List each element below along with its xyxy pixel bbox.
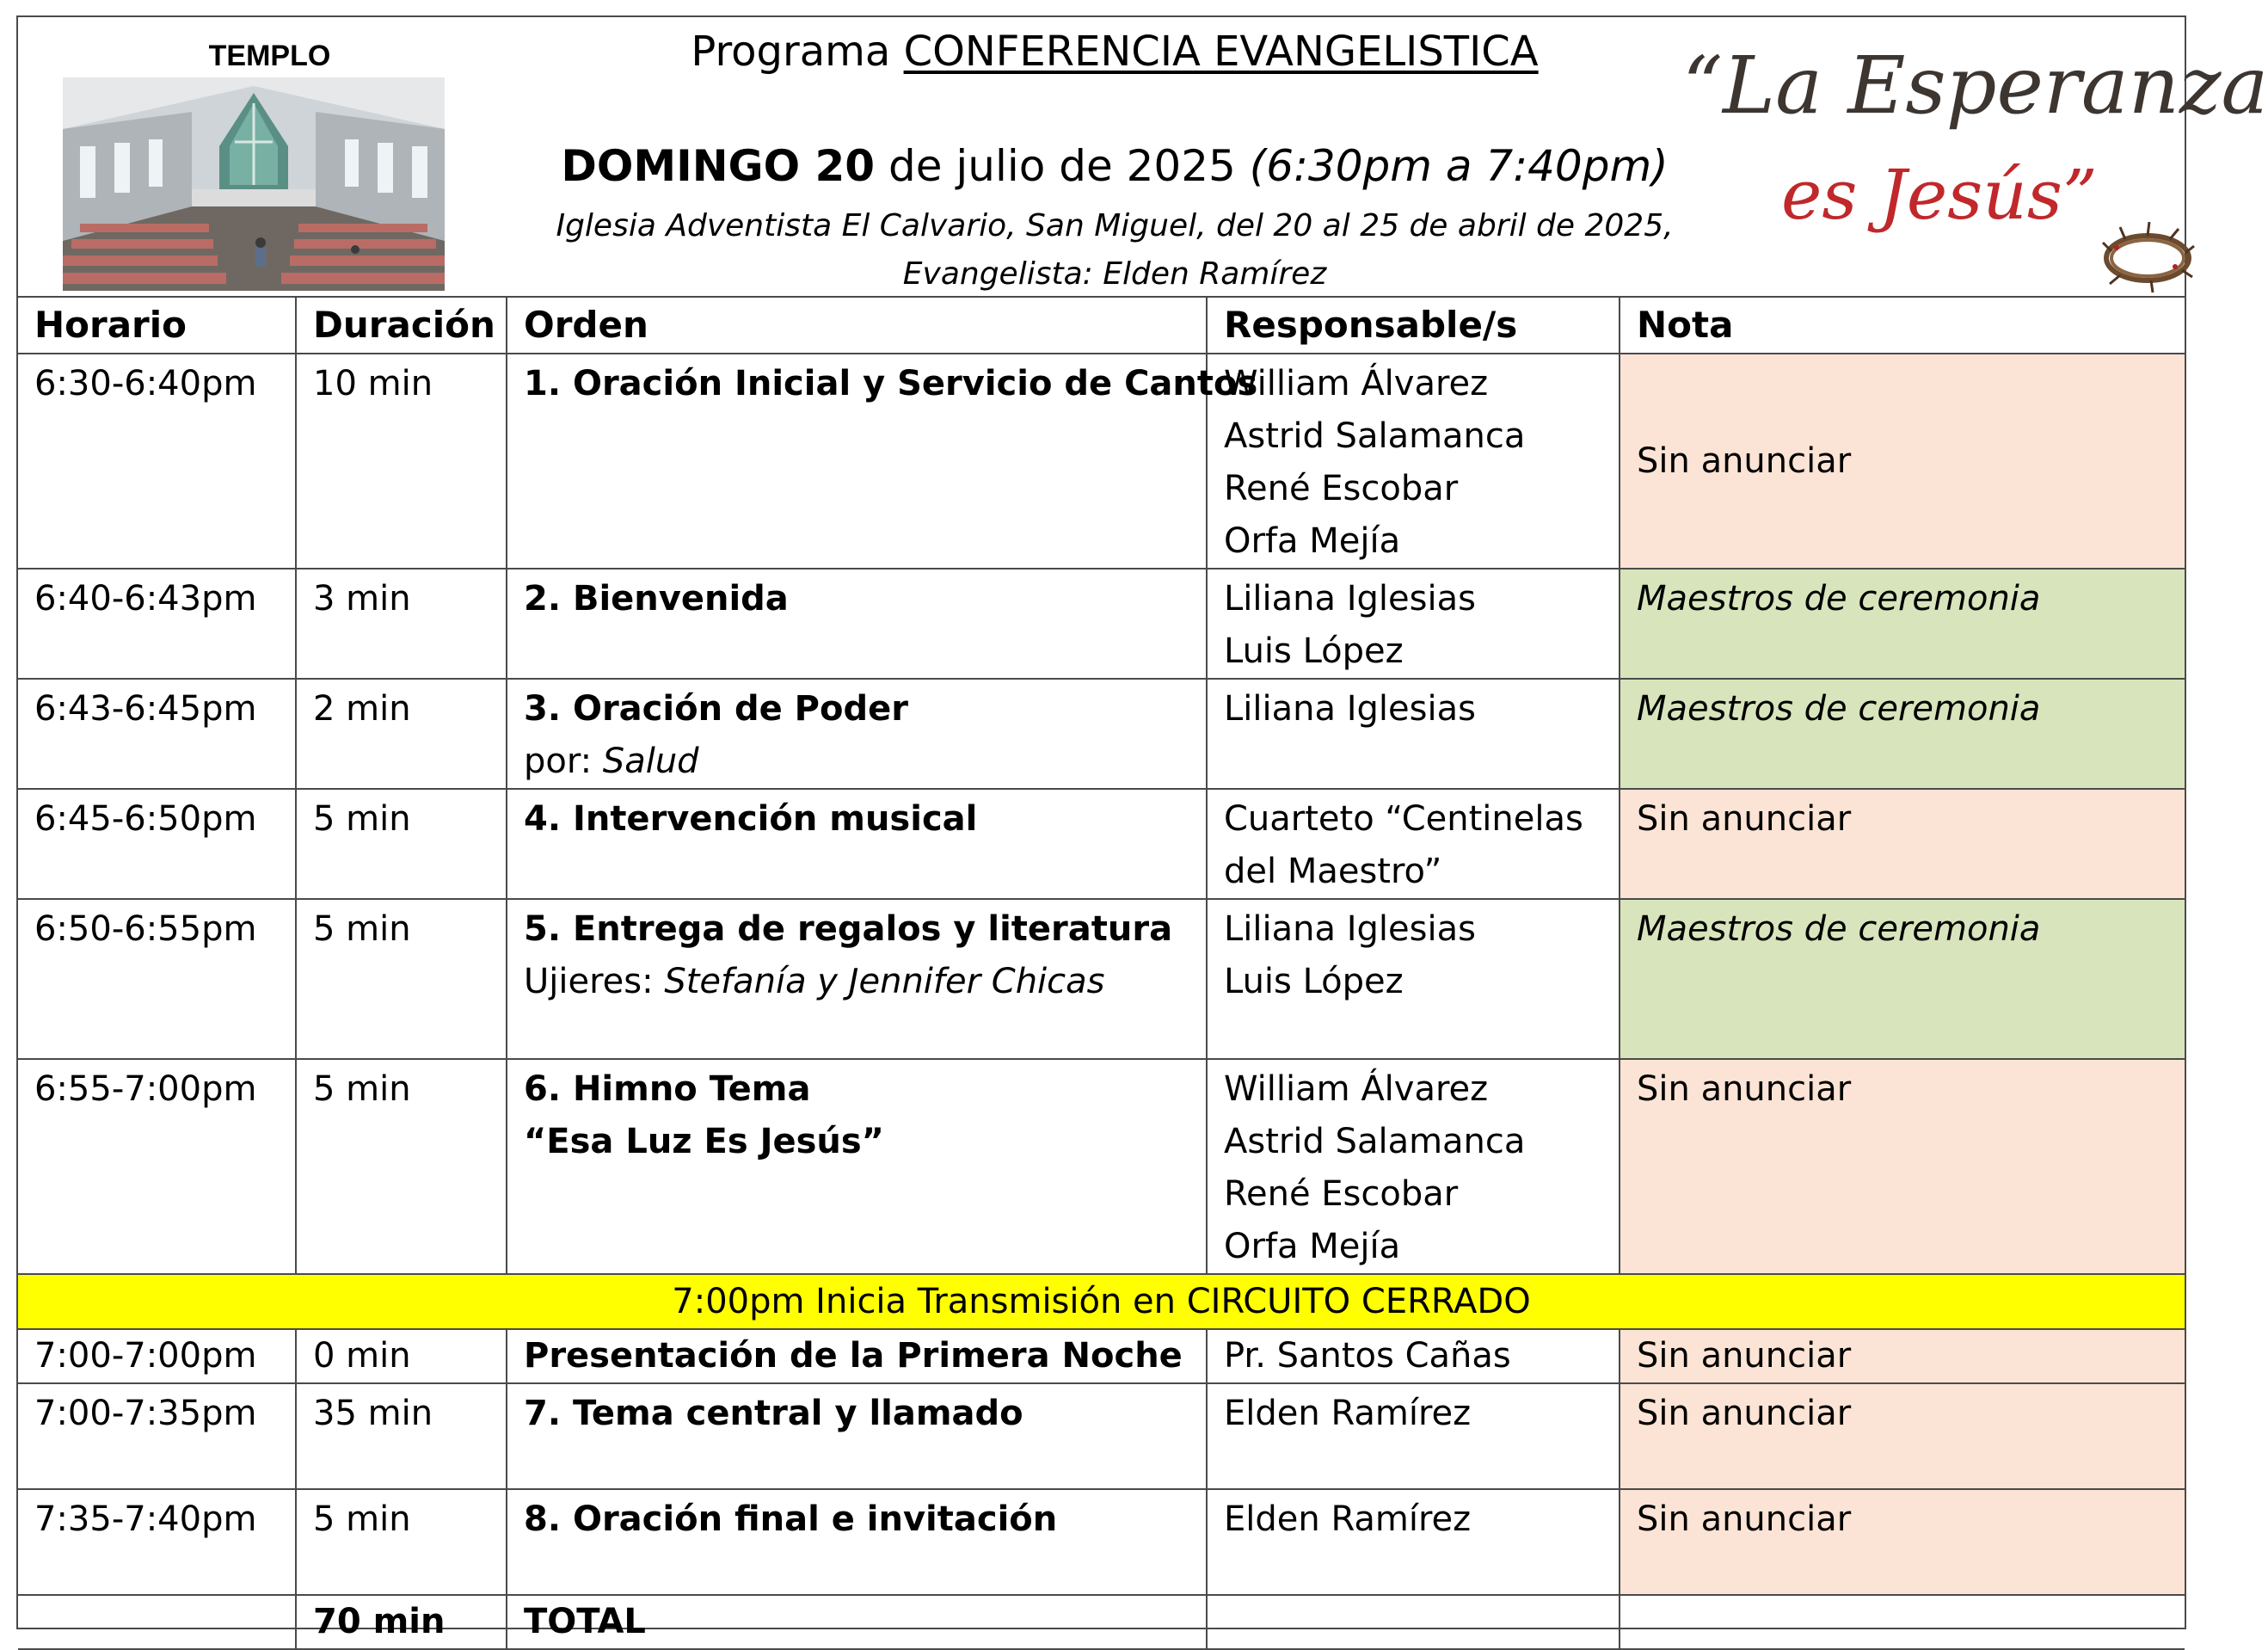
cell-nota	[1620, 569, 2185, 679]
responsable: William Álvarez	[1224, 1069, 1489, 1109]
col-nota: Nota	[1620, 297, 2185, 354]
cell-orden	[507, 354, 1258, 569]
total-duracion: 70 min	[296, 1595, 507, 1649]
program-document	[16, 15, 2268, 1641]
crown-of-thorns-icon	[2099, 213, 2196, 296]
nota-text: Sin anunciar	[1637, 1499, 1852, 1539]
date-rest: de julio de 2025	[875, 141, 1250, 191]
cell-horario: 6:43-6:45pm	[18, 679, 296, 789]
responsable: René Escobar	[1224, 1174, 1459, 1214]
responsable: Cuarteto “Centinelas	[1224, 799, 1583, 839]
table-row	[18, 1059, 2185, 1274]
cell-horario-empty	[18, 1595, 296, 1649]
orden-sub-value: Stefanía y Jennifer Chicas	[664, 962, 1105, 1001]
responsable: René Escobar	[1224, 469, 1459, 508]
responsable: Liliana Iglesias	[1224, 579, 1476, 619]
nota-text: Maestros de ceremonia	[1637, 909, 2041, 949]
cell-orden	[507, 569, 1207, 679]
cell-responsables	[1207, 789, 1620, 899]
date-time: (6:30pm a 7:40pm)	[1249, 141, 1669, 191]
cell-nota	[1620, 679, 2185, 789]
table-header-row	[18, 297, 2185, 354]
orden-sub-label: Ujieres:	[524, 962, 665, 1001]
col-horario: Horario	[18, 297, 296, 354]
responsable: Luis López	[1224, 962, 1404, 1001]
nota-text: Sin anunciar	[1637, 1069, 1852, 1109]
nota-text: Maestros de ceremonia	[1637, 689, 2041, 729]
cell-nota	[1620, 1329, 2185, 1383]
cell-horario: 7:35-7:40pm	[18, 1489, 296, 1595]
transmission-banner-row	[18, 1274, 2185, 1329]
table-row	[18, 1489, 2185, 1595]
orden-title: 5. Entrega de regalos y literatura	[524, 909, 1173, 949]
responsable: Pr. Santos Cañas	[1224, 1336, 1511, 1376]
orden-title: 4. Intervención musical	[524, 799, 978, 839]
cell-horario: 6:40-6:43pm	[18, 569, 296, 679]
responsable: Orfa Mejía	[1224, 1227, 1401, 1266]
orden-sub	[524, 956, 1206, 1008]
program-table	[18, 296, 2185, 1650]
cell-duracion: 3 min	[296, 569, 507, 679]
total-row	[18, 1595, 2185, 1649]
responsable: Orfa Mejía	[1224, 521, 1401, 561]
date-line	[465, 141, 1764, 191]
orden-title: 8. Oración final e invitación	[524, 1499, 1058, 1539]
cell-nota	[1620, 1383, 2185, 1489]
orden-sub-label: por:	[524, 742, 603, 781]
cell-duracion: 35 min	[296, 1383, 507, 1489]
cell-duracion: 2 min	[296, 679, 507, 789]
cell-horario: 6:30-6:40pm	[18, 354, 296, 569]
orden-title: Presentación de la Primera Noche	[524, 1336, 1183, 1376]
responsable: del Maestro”	[1224, 852, 1442, 891]
cell-duracion: 5 min	[296, 1059, 507, 1274]
orden-sub-value: Salud	[602, 742, 699, 781]
orden-title: 1. Oración Inicial y Servicio de Cantos	[524, 364, 1258, 403]
cell-orden	[507, 1383, 1207, 1489]
cell-duracion: 5 min	[296, 789, 507, 899]
orden-title: 7. Tema central y llamado	[524, 1394, 1023, 1433]
templo-label: TEMPLO	[208, 40, 331, 72]
program-name: CONFERENCIA EVANGELISTICA	[903, 28, 1539, 76]
responsable: William Álvarez	[1224, 364, 1489, 403]
table-row	[18, 354, 2185, 569]
cell-nota	[1620, 1489, 2185, 1595]
responsable: Elden Ramírez	[1224, 1499, 1472, 1539]
cell-horario: 7:00-7:00pm	[18, 1329, 296, 1383]
responsable: Elden Ramírez	[1224, 1394, 1472, 1433]
cell-orden	[507, 789, 1207, 899]
cell-horario: 6:50-6:55pm	[18, 899, 296, 1059]
col-duracion: Duración	[296, 297, 507, 354]
cell-empty	[1207, 1595, 1620, 1649]
cell-orden	[507, 899, 1207, 1059]
cell-responsables	[1207, 569, 1620, 679]
cell-nota	[1620, 789, 2185, 899]
table-row	[18, 1329, 2185, 1383]
evangelist-line: Evangelista: Elden Ramírez	[902, 256, 1327, 292]
cell-duracion: 5 min	[296, 1489, 507, 1595]
responsable: Liliana Iglesias	[1224, 689, 1476, 729]
document-header	[18, 17, 2268, 296]
table-row	[18, 569, 2185, 679]
responsable: Astrid Salamanca	[1224, 1122, 1526, 1161]
responsable: Liliana Iglesias	[1224, 909, 1476, 949]
orden-title: 6. Himno Tema	[524, 1069, 811, 1109]
responsable: Astrid Salamanca	[1224, 416, 1526, 456]
cell-responsables	[1207, 1059, 1620, 1274]
date-day: DOMINGO 20	[561, 141, 876, 191]
orden-title: 2. Bienvenida	[524, 579, 789, 619]
cell-duracion: 5 min	[296, 899, 507, 1059]
orden-title: 3. Oración de Poder	[524, 689, 908, 729]
nota-text: Sin anunciar	[1637, 1394, 1852, 1433]
orden-sub	[524, 736, 1206, 788]
nota-text: Maestros de ceremonia	[1637, 579, 2041, 619]
table-row	[18, 899, 2185, 1059]
cell-horario: 7:00-7:35pm	[18, 1383, 296, 1489]
church-line: Iglesia Adventista El Calvario, San Miguel, del 20 al 25 de abril de 2025,	[556, 208, 1674, 243]
cell-responsables	[1207, 1329, 1620, 1383]
cell-duracion: 10 min	[296, 354, 507, 569]
cell-horario: 6:45-6:50pm	[18, 789, 296, 899]
cell-nota	[1620, 354, 2185, 569]
total-label: TOTAL	[507, 1595, 1207, 1649]
nota-text: Sin anunciar	[1637, 799, 1852, 839]
col-responsable: Responsable/s	[1207, 297, 1620, 354]
cell-responsables	[1207, 1383, 1620, 1489]
cell-duracion: 0 min	[296, 1329, 507, 1383]
slogan-line-2: es Jesús”	[1781, 155, 2098, 235]
cell-responsables	[1207, 354, 1620, 569]
responsable: Luis López	[1224, 631, 1404, 671]
table-row	[18, 789, 2185, 899]
cell-responsables	[1207, 679, 1620, 789]
nota-text: Sin anunciar	[1637, 440, 1852, 481]
transmission-banner: 7:00pm Inicia Transmisión en CIRCUITO CERRADO	[18, 1274, 2185, 1329]
cell-responsables	[1207, 899, 1620, 1059]
cell-orden	[507, 679, 1207, 789]
church-interior-photo	[63, 77, 445, 291]
program-title	[465, 28, 1764, 76]
cell-empty	[1620, 1595, 2185, 1649]
cell-orden	[507, 1059, 1207, 1274]
program-prefix: Programa	[691, 28, 904, 76]
cell-orden	[507, 1329, 1207, 1383]
cell-nota	[1620, 1059, 2185, 1274]
slogan-line-1: “La Esperanza	[1682, 40, 2268, 132]
cell-responsables	[1207, 1489, 1620, 1595]
cell-orden	[507, 1489, 1207, 1595]
table-row	[18, 679, 2185, 789]
orden-line-2: “Esa Luz Es Jesús”	[524, 1122, 884, 1161]
nota-text: Sin anunciar	[1637, 1336, 1852, 1376]
cell-horario: 6:55-7:00pm	[18, 1059, 296, 1274]
table-row	[18, 1383, 2185, 1489]
col-orden: Orden	[507, 297, 1207, 354]
cell-nota	[1620, 899, 2185, 1059]
